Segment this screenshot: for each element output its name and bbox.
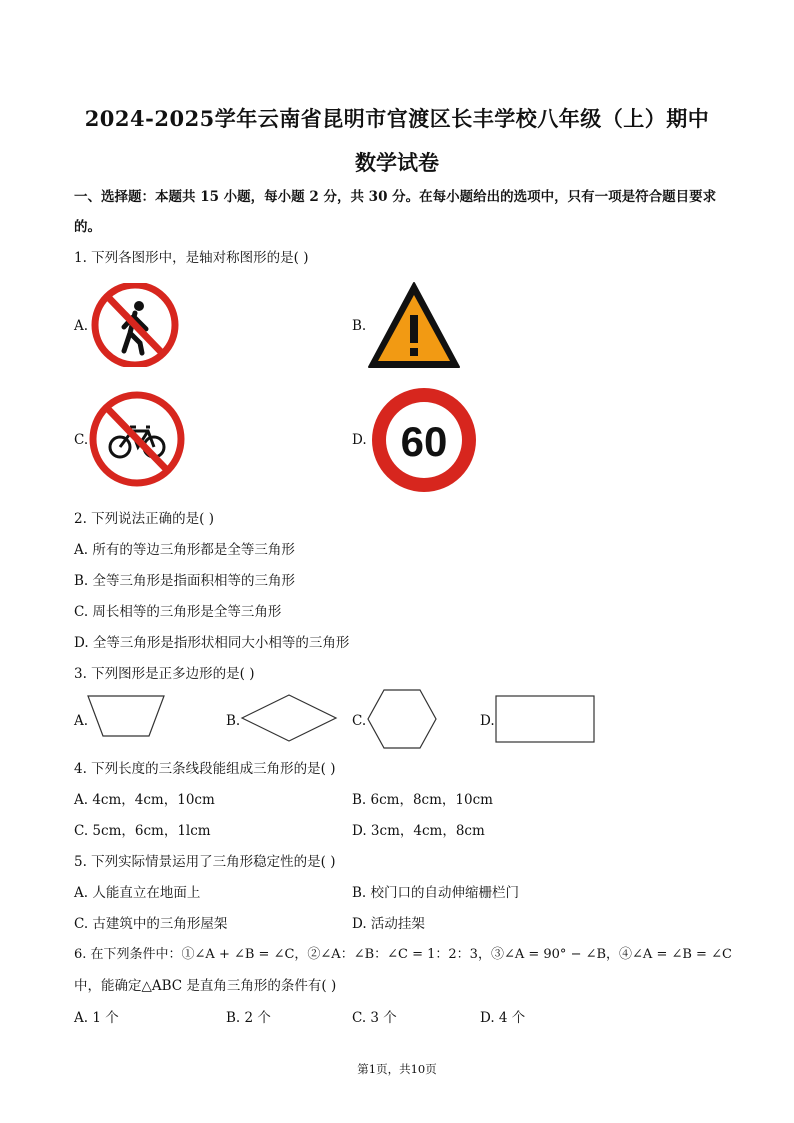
no-bicycle-sign-icon bbox=[88, 391, 186, 487]
q2-option-a: A. 所有的等边三角形都是全等三角形 bbox=[74, 542, 295, 558]
q5-option-b: B. 校门口的自动伸缩栅栏门 bbox=[352, 885, 520, 901]
question-4-stem: 4. 下列长度的三条线段能组成三角形的是( ) bbox=[74, 761, 336, 777]
q3-option-a-label: A. bbox=[74, 713, 89, 729]
q6-option-d: D. 4 个 bbox=[480, 1010, 526, 1026]
q2-option-b: B. 全等三角形是指面积相等的三角形 bbox=[74, 573, 296, 589]
q5-option-c: C. 古建筑中的三角形屋架 bbox=[74, 916, 228, 932]
q1-option-a-label: A. bbox=[74, 318, 89, 334]
speed-limit-value: 60 bbox=[400, 418, 448, 465]
section-heading-cont: 的。 bbox=[74, 219, 101, 235]
q5-option-a: A. 人能直立在地面上 bbox=[74, 885, 201, 901]
rhombus-icon bbox=[240, 693, 338, 743]
q1-option-c-label: C. bbox=[74, 432, 89, 448]
question-1-stem: 1. 下列各图形中，是轴对称图形的是( ) bbox=[74, 250, 309, 266]
q6-option-c: C. 3 个 bbox=[352, 1010, 397, 1026]
question-6-stem: 6. 在下列条件中：①∠A + ∠B = ∠C，②∠A：∠B：∠C = 1：2：3，③∠A = 90° − ∠B，④∠A = ∠B = ∠C bbox=[74, 947, 732, 962]
q2-option-d: D. 全等三角形是指形状相同大小相等的三角形 bbox=[74, 635, 350, 651]
q3-option-d-label: D. bbox=[480, 713, 495, 729]
exam-title-line1: 2024-2025学年云南省昆明市官渡区长丰学校八年级（上）期中 bbox=[84, 106, 710, 131]
q1-option-d-label: D. bbox=[352, 432, 367, 448]
question-3-stem: 3. 下列图形是正多边形的是( ) bbox=[74, 666, 255, 682]
question-6-stem-cont: 中，能确定△ABC 是直角三角形的条件有( ) bbox=[74, 978, 337, 994]
q6-option-a: A. 1 个 bbox=[74, 1010, 119, 1026]
rectangle-icon bbox=[494, 694, 596, 744]
q2-option-c: C. 周长相等的三角形是全等三角形 bbox=[74, 604, 282, 620]
q4-option-b: B. 6cm，8cm，10cm bbox=[352, 792, 493, 808]
trapezoid-icon bbox=[86, 694, 166, 738]
q4-option-d: D. 3cm，4cm，8cm bbox=[352, 823, 485, 839]
page-footer: 第1页，共10页 bbox=[357, 1062, 437, 1076]
question-2-stem: 2. 下列说法正确的是( ) bbox=[74, 511, 214, 527]
speed-limit-60-sign-icon bbox=[368, 386, 480, 494]
warning-exclamation-sign-icon bbox=[366, 279, 462, 371]
q4-option-a: A. 4cm，4cm，10cm bbox=[74, 792, 215, 808]
q3-option-c-label: C. bbox=[352, 713, 367, 729]
q1-option-b-label: B. bbox=[352, 318, 367, 334]
section-heading: 一、选择题：本题共 15 小题，每小题 2 分，共 30 分。在每小题给出的选项中，只有一项是符合题目要求 bbox=[74, 189, 717, 205]
q6-option-b: B. 2 个 bbox=[226, 1010, 271, 1026]
no-pedestrian-sign-icon bbox=[88, 283, 182, 367]
q4-option-c: C. 5cm，6cm，1lcm bbox=[74, 823, 211, 839]
q5-option-d: D. 活动挂架 bbox=[352, 916, 425, 932]
question-5-stem: 5. 下列实际情景运用了三角形稳定性的是( ) bbox=[74, 854, 336, 870]
hexagon-icon bbox=[366, 688, 438, 750]
exam-title-line2: 数学试卷 bbox=[355, 150, 439, 175]
q3-option-b-label: B. bbox=[226, 713, 241, 729]
